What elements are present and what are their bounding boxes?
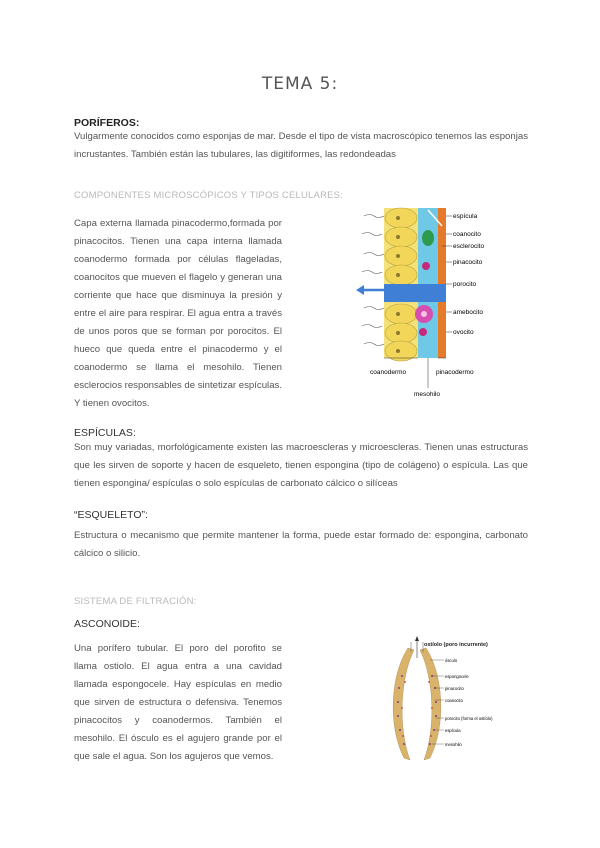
label-top: ostíolo (poro incurrente) [424,642,488,648]
esqueleto-text: Estructura o mecanismo que permite mantener la forma, puede estar formado de: espongina, carbonato cálcico o silicio. [74,530,528,559]
esqueleto-heading: “ESQUELETO”: [74,509,148,521]
espiculas-text: Son muy variadas, morfológicamente existen las macroescleras y microescleras. Tienen unas estructuras que les sirven de soporte y hacen de esqueleto, tienen espongina (tipo de colágeno) o espícula. Las que tienen espongina/ espículas o solo espículas de carbonato cálcico o silíceas [74,442,528,489]
label-ovocito: ovocito [453,329,474,336]
label-l1: ósculo [445,658,458,663]
label-porocito: porocito [453,281,477,288]
label-amebocito: amebocito [453,309,483,316]
label-pinacodermo: pinacodermo [436,369,474,376]
flagella [362,215,384,346]
label-l3: pinacocito [445,686,464,691]
amebocito-shape-1 [422,262,430,270]
label-l6: espícula [445,728,461,733]
porocito-shape [384,284,446,302]
label-coanodermo: coanodermo [370,369,407,376]
componentes-heading: COMPONENTES MICROSCÓPICOS Y TIPOS CELULARES: [74,190,344,201]
asconoide-diagram [380,636,520,766]
label-coanocito: coanocito [453,231,481,238]
espiculas-heading: ESPÍCULAS: [74,427,136,439]
label-espicula: espícula [453,213,478,220]
label-l4: coanocito [445,698,463,703]
label-l2: espongocele [445,674,469,679]
amebocito-shape-2 [419,328,427,336]
poriferos-text: Vulgarmente conocidos como esponjas de mar. Desde el tipo de vista macroscópico tenemos las esponjas incrustantes. También están las tubulares, las digitiformes, las redondeadas [74,131,528,160]
label-l7: mesohilo [445,742,462,747]
label-pinacocito: pinacocito [453,259,483,266]
label-l5: porocito (forma el ostíolo) [445,716,493,721]
label-mesohilo: mesohilo [414,391,441,398]
asconoide-heading: ASCONOIDE: [74,618,140,630]
label-esclerocito: esclerocito [453,243,485,250]
poriferos-heading: PORÍFEROS: [74,117,140,129]
page-title: TEMA 5: [261,74,339,94]
asconoide-text: Una porífero tubular. El poro del porofito se llama ostiolo. El agua entra a una cavidad llamada espongocele. Hay espículas en medio que sirven de estructura o defensiva. Tenemos pinacocitos y coanodermos. También el mesohilo. El ósculo es el agujero grande por el que sale el agua. Son los agujeros que vemos. [74,643,282,762]
pinacodermo-band [438,208,446,358]
esclerocito-shape [422,230,434,246]
componentes-text: Capa externa llamada pinacodermo,formada por pinacocitos. Tienen una capa interna llamada coanodermo formada por células flageladas, coanocitos que mueven el flagelo y generan una corriente que hace que disminuya la presión y entre el aire para respirar. El agua entra a través de unos poros que se forman por porocitos. El hueco que queda entre el pinacodermo y el coanodermo se llama el mesohilo. Tienen esclerocios responsables de sintetizar espículas. Y tienen ovocitos. [74,218,282,409]
sponge-wall-diagram [356,204,536,400]
filtracion-heading: SISTEMA DE FILTRACIÓN: [74,596,197,607]
